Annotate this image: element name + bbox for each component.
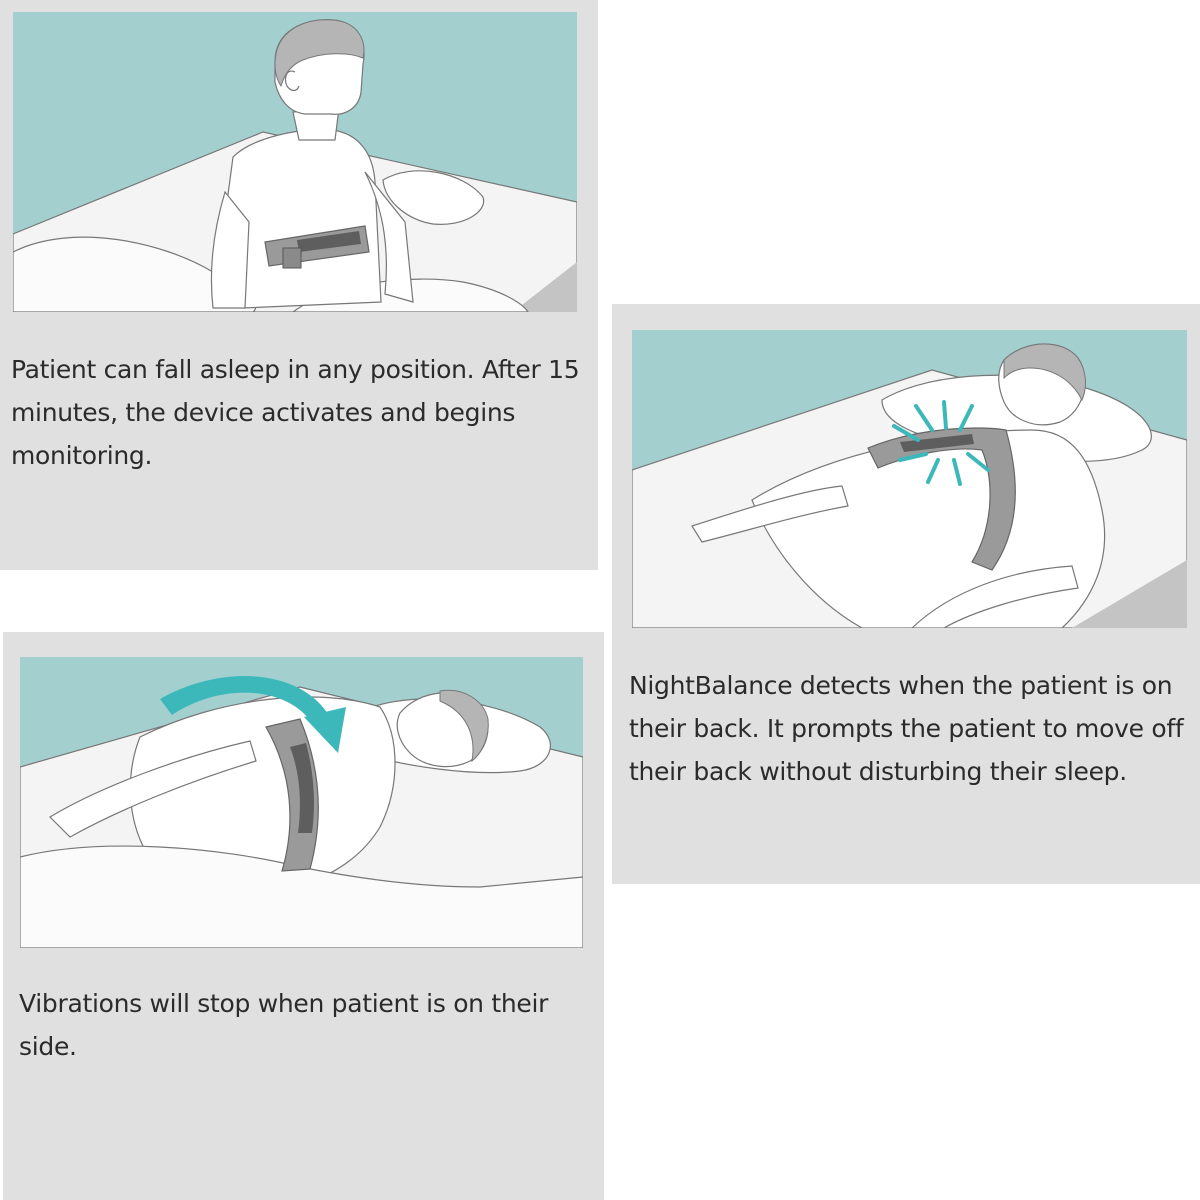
sitting-patient-drawing bbox=[13, 12, 577, 312]
side-turning-patient-drawing bbox=[20, 657, 583, 948]
step-3-card bbox=[3, 632, 604, 1200]
step-1-card bbox=[0, 0, 598, 570]
back-sleeping-patient-illustration bbox=[632, 330, 1187, 628]
sitting-patient-illustration bbox=[13, 12, 577, 312]
back-sleeping-patient-drawing bbox=[632, 330, 1187, 628]
step-2-caption: NightBalance detects when the patient is on their back. It prompts the patient to move off their back without disturbing their sleep. bbox=[629, 671, 1184, 786]
step-1-caption: Patient can fall asleep in any position. After 15 minutes, the device activates and begins monitoring. bbox=[11, 355, 580, 470]
side-turning-patient-illustration bbox=[20, 657, 583, 948]
step-3-caption: Vibrations will stop when patient is on their side. bbox=[19, 989, 549, 1061]
step-2-card bbox=[612, 304, 1200, 884]
